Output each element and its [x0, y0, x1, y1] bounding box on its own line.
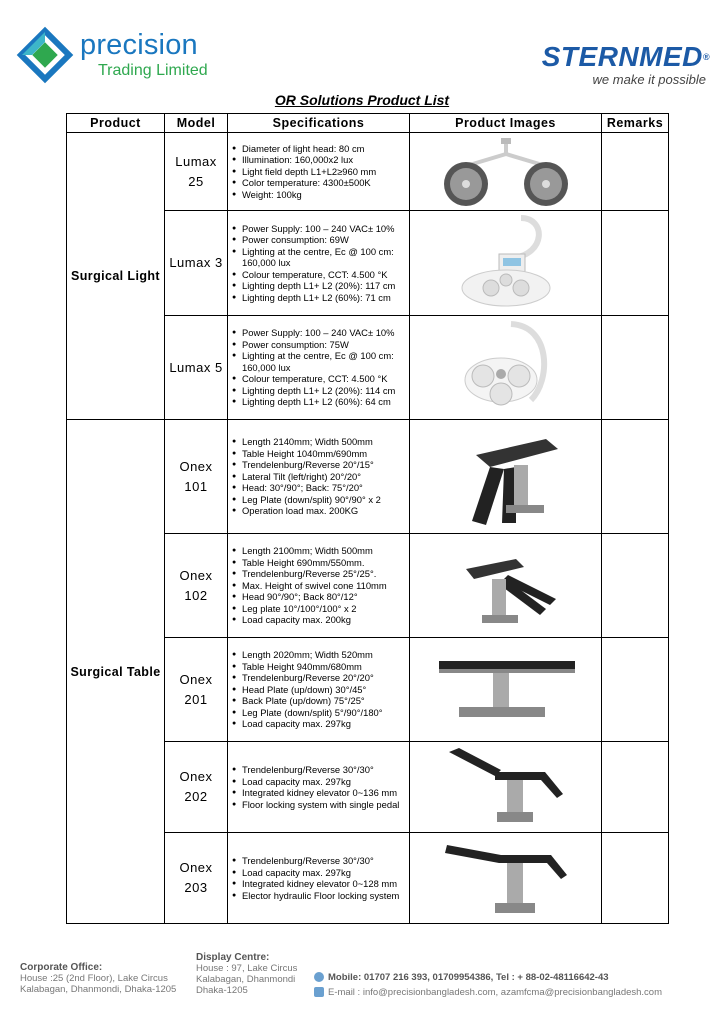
spec-item: ● Length 2140mm; Width 500mm [228, 436, 409, 448]
specifications-cell [228, 534, 410, 638]
image-cell [410, 742, 602, 833]
image-cell [410, 420, 602, 534]
surgical-table-onex203-image [441, 835, 571, 921]
header-model: Model [165, 114, 228, 133]
corporate-office [20, 962, 176, 995]
email-text: E-mail : info@precisionbangladesh.com, azamfcma@precisionbangladesh.com [328, 987, 663, 998]
image-cell [410, 833, 602, 924]
spec-item: ● Load capacity max. 297kg [228, 867, 409, 879]
surgical-light-lumax3-image [451, 214, 561, 312]
spec-item: ● Lighting depth L1+ L2 (60%): 71 cm [228, 292, 409, 304]
spec-item: ● Lighting at the centre, Ec @ 100 cm: 160,000 lux [228, 246, 409, 269]
corporate-address-line: House :25 (2nd Floor), Lake Circus [20, 973, 168, 984]
specifications-cell [228, 133, 410, 211]
phone-icon [314, 972, 324, 982]
spec-item: ● Integrated kidney elevator 0~128 mm [228, 878, 409, 890]
spec-item: ● Lateral Tilt (left/right) 20°/20° [228, 471, 409, 483]
spec-item: ● Power Supply: 100 – 240 VAC± 10% [228, 327, 409, 339]
header-product: Product [67, 114, 165, 133]
spec-item: ● Colour temperature, CCT: 4.500 °K [228, 269, 409, 281]
remarks-cell [602, 211, 669, 316]
display-centre [196, 952, 297, 996]
spec-item: ● Leg Plate (down/split) 90°/90° x 2 [228, 494, 409, 506]
spec-item: ● Length 2100mm; Width 500mm [228, 545, 409, 557]
spec-item: ● Head Plate (up/down) 30°/45° [228, 684, 409, 696]
spec-item: ● Table Height 1040mm/690mm [228, 448, 409, 460]
image-cell [410, 211, 602, 316]
spec-item: ● Load capacity max. 297kg [228, 776, 409, 788]
page-footer [0, 950, 724, 1024]
remarks-cell [602, 833, 669, 924]
spec-item: ● Power consumption: 75W [228, 339, 409, 351]
spec-item: ● Table Height 940mm/680mm [228, 661, 409, 673]
mobile-text: Mobile: 01707 216 393, 01709954386, Tel : + 88-02-48116642-43 [328, 972, 609, 983]
category-surgical-table: Surgical Table [67, 420, 165, 924]
remarks-cell [602, 316, 669, 420]
email-icon [314, 987, 324, 997]
spec-item: ● Lighting depth L1+ L2 (60%): 64 cm [228, 396, 409, 408]
spec-item: ● Elector hydraulic Floor locking system [228, 890, 409, 902]
spec-item: ● Table Height 690mm/550mm. [228, 557, 409, 569]
spec-item: ● Trendelenburg/Reverse 20°/15° [228, 459, 409, 471]
contact-info [314, 970, 662, 1000]
specifications-cell [228, 316, 410, 420]
spec-item: ● Trendelenburg/Reverse 30°/30° [228, 855, 409, 867]
corporate-address-line: Kalabagan, Dhanmondi, Dhaka-1205 [20, 984, 177, 995]
partner-name: STERNMED [541, 41, 703, 72]
precision-logo-mark-icon [14, 24, 76, 86]
header-specifications: Specifications [228, 114, 410, 133]
spec-item: ● Load capacity max. 297kg [228, 718, 409, 730]
remarks-cell [602, 133, 669, 211]
table-row [67, 133, 669, 211]
sternmed-logo [510, 42, 710, 92]
display-address-line: Dhaka-1205 [196, 985, 248, 996]
spec-item: ● Max. Height of swivel cone 110mm [228, 580, 409, 592]
brand-subtitle: Trading Limited [98, 62, 208, 79]
surgical-table-onex101-image [446, 425, 566, 529]
registered-mark: ® [702, 52, 710, 62]
surgical-table-onex201-image [431, 655, 581, 725]
spec-item: ● Head 90°/90°; Back 80°/12° [228, 591, 409, 603]
spec-item: ● Light field depth L1+L2≥960 mm [228, 166, 409, 178]
spec-item: ● Power Supply: 100 – 240 VAC± 10% [228, 223, 409, 235]
image-cell [410, 638, 602, 742]
display-label: Display Centre: [196, 952, 270, 963]
spec-item: ● Trendelenburg/Reverse 30°/30° [228, 764, 409, 776]
specifications-cell [228, 211, 410, 316]
specifications-cell [228, 833, 410, 924]
model-cell: Lumax 25 [165, 133, 228, 211]
image-cell [410, 534, 602, 638]
model-cell: Onex 201 [165, 638, 228, 742]
precision-logo [14, 22, 224, 86]
image-cell [410, 316, 602, 420]
display-address-line: Kalabagan, Dhanmondi [196, 974, 296, 985]
spec-item: ● Length 2020mm; Width 520mm [228, 649, 409, 661]
model-cell: Lumax 3 [165, 211, 228, 316]
spec-item: ● Lighting depth L1+ L2 (20%): 114 cm [228, 385, 409, 397]
partner-tagline: we make it possible [592, 72, 706, 87]
model-cell: Onex 203 [165, 833, 228, 924]
surgical-light-twin-head-image [421, 136, 591, 208]
page-header [0, 0, 724, 95]
spec-item: ● Illumination: 160,000x2 lux [228, 154, 409, 166]
surgical-light-lumax5-image [451, 320, 561, 416]
spec-item: ● Weight: 100kg [228, 189, 409, 201]
corporate-label: Corporate Office: [20, 962, 103, 973]
model-cell: Onex 101 [165, 420, 228, 534]
spec-item: ● Trendelenburg/Reverse 25°/25°. [228, 568, 409, 580]
image-cell [410, 133, 602, 211]
spec-item: ● Trendelenburg/Reverse 20°/20° [228, 672, 409, 684]
spec-item: ● Leg plate 10°/100°/100° x 2 [228, 603, 409, 615]
remarks-cell [602, 534, 669, 638]
spec-item: ● Floor locking system with single pedal [228, 799, 409, 811]
specifications-cell [228, 638, 410, 742]
spec-item: ● Colour temperature, CCT: 4.500 °K [228, 373, 409, 385]
spec-item: ● Diameter of light head: 80 cm [228, 143, 409, 155]
spec-item: ● Lighting depth L1+ L2 (20%): 117 cm [228, 280, 409, 292]
brand-name: precision [80, 29, 198, 61]
spec-item: ● Load capacity max. 200kg [228, 614, 409, 626]
spec-item: ● Leg Plate (down/split) 5°/90°/180° [228, 707, 409, 719]
spec-item: ● Integrated kidney elevator 0~136 mm [228, 787, 409, 799]
remarks-cell [602, 638, 669, 742]
spec-item: ● Lighting at the centre, Ec @ 100 cm: 160,000 lux [228, 350, 409, 373]
model-cell: Lumax 5 [165, 316, 228, 420]
product-table [66, 113, 669, 924]
table-header-row [67, 114, 669, 133]
remarks-cell [602, 420, 669, 534]
spec-item: ● Operation load max. 200KG [228, 505, 409, 517]
surgical-table-onex202-image [441, 744, 571, 830]
display-address-line: House : 97, Lake Circus [196, 963, 298, 974]
remarks-cell [602, 742, 669, 833]
spec-item: ● Head: 30°/90°; Back: 75°/20° [228, 482, 409, 494]
spec-item: ● Back Plate (up/down) 75°/25° [228, 695, 409, 707]
table-row [67, 420, 669, 534]
surgical-table-onex102-image [446, 539, 566, 633]
header-remarks: Remarks [602, 114, 669, 133]
spec-item: ● Power consumption: 69W [228, 234, 409, 246]
header-product-images: Product Images [410, 114, 602, 133]
model-cell: Onex 102 [165, 534, 228, 638]
specifications-cell [228, 420, 410, 534]
model-cell: Onex 202 [165, 742, 228, 833]
category-surgical-light: Surgical Light [67, 133, 165, 420]
spec-item: ● Color temperature: 4300±500K [228, 177, 409, 189]
page-title: OR Solutions Product List [274, 92, 450, 108]
specifications-cell [228, 742, 410, 833]
